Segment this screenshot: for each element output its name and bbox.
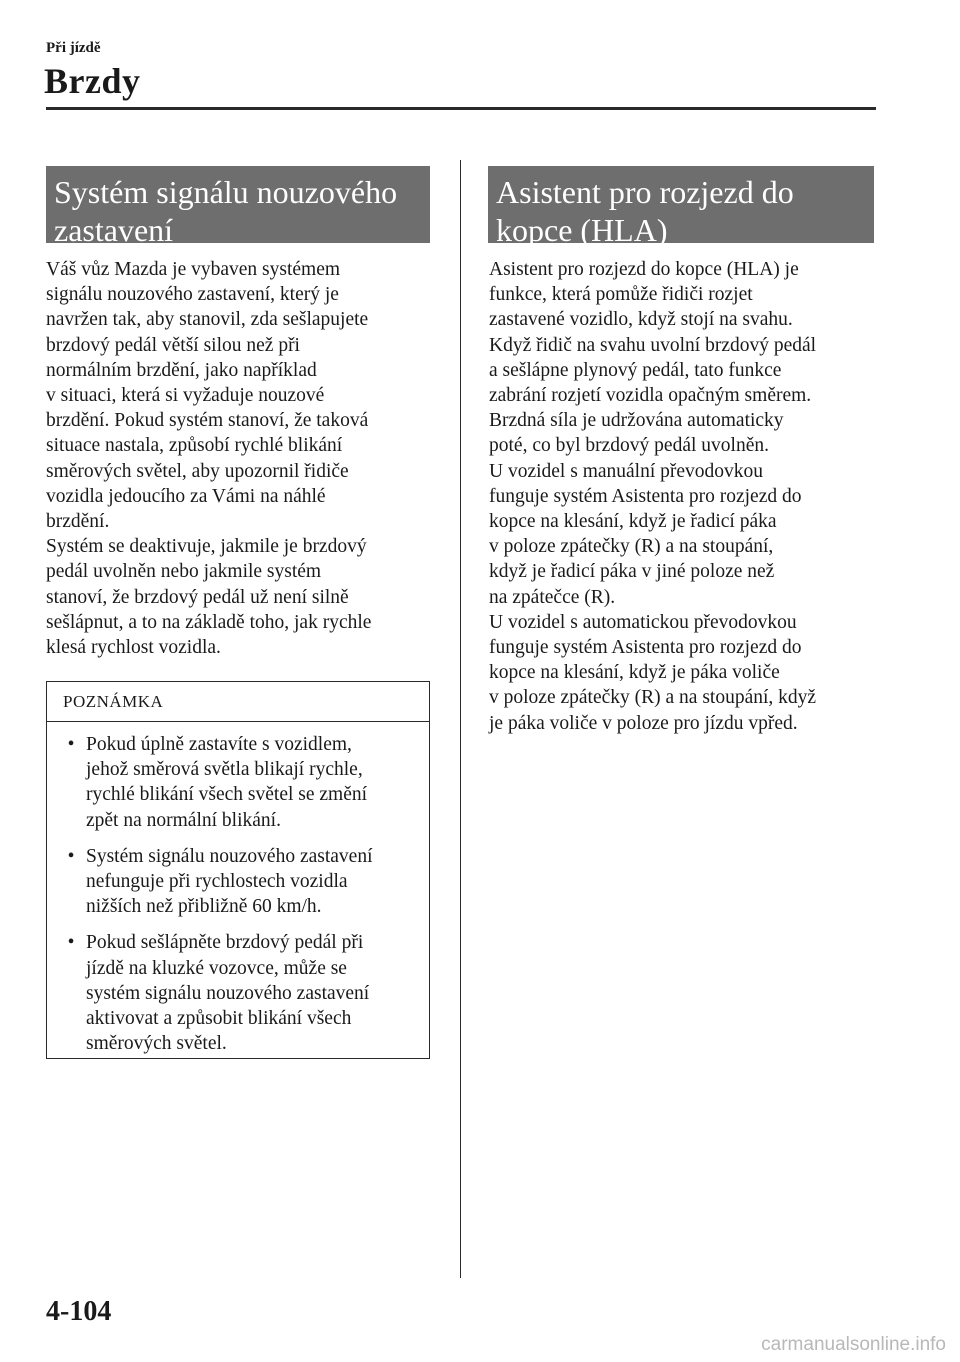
bullet-icon: • bbox=[67, 734, 75, 755]
text-line: pedál uvolněn nebo jakmile systém bbox=[46, 561, 322, 583]
text-line: zpět na normální blikání. bbox=[86, 809, 281, 831]
paragraph bbox=[46, 534, 436, 660]
note-box bbox=[46, 681, 430, 1059]
note-title: POZNÁMKA bbox=[63, 692, 164, 711]
text-line: je páka voliče v poloze pro jízdu vpřed. bbox=[489, 712, 798, 734]
column-divider bbox=[460, 160, 461, 1278]
text-line: U vozidel s automatickou převodovkou bbox=[489, 611, 797, 633]
text-line: brzdový pedál větší silou než při bbox=[46, 334, 300, 356]
text-line: Pokud sešlápněte brzdový pedál při bbox=[86, 932, 364, 954]
text-line: nefunguje při rychlostech vozidla bbox=[86, 871, 348, 893]
heading-line: Systém signálu nouzového bbox=[54, 174, 398, 210]
section-label: Při jízdě bbox=[46, 40, 101, 56]
bullet-icon: • bbox=[67, 932, 75, 954]
text-line: Brzdná síla je udržována automaticky bbox=[489, 410, 784, 432]
text-line: a sešlápne plynový pedál, tato funkce bbox=[489, 359, 782, 381]
text-line: Systém se deaktivuje, jakmile je brzdový bbox=[46, 536, 367, 558]
text-line: signálu nouzového zastavení, který je bbox=[46, 284, 339, 306]
page-number: 4-104 bbox=[46, 1296, 112, 1327]
text-line: směrových světel, aby upozornil řidiče bbox=[46, 460, 349, 482]
heading-line: zastavení bbox=[54, 212, 174, 248]
text-line: funkce, která pomůže řidiči rozjet bbox=[489, 284, 753, 306]
text-line: rychlé blikání všech světel se změní bbox=[86, 784, 368, 806]
right-body-text bbox=[489, 257, 881, 736]
paragraph bbox=[489, 610, 881, 736]
text-line: v situaci, která si vyžaduje nouzové bbox=[46, 385, 325, 407]
text-line: funguje systém Asistenta pro rozjezd do bbox=[489, 637, 802, 659]
heading-hill-launch-assist bbox=[488, 166, 874, 248]
text-line: jízdě na kluzké vozovce, může se bbox=[86, 957, 347, 979]
chapter-title: Brzdy bbox=[44, 61, 141, 101]
text-line: brzdění. bbox=[46, 511, 110, 533]
note-divider bbox=[47, 721, 429, 722]
note-item bbox=[61, 930, 421, 1056]
paragraph bbox=[489, 257, 881, 459]
heading-line: kopce (HLA) bbox=[496, 212, 668, 248]
text-line: v poloze zpátečky (R) a na stoupání, bbox=[489, 536, 774, 558]
text-line: systém signálu nouzového zastavení bbox=[86, 982, 370, 1004]
paragraph bbox=[489, 459, 881, 610]
text-line: funguje systém Asistenta pro rozjezd do bbox=[489, 485, 802, 507]
text-line: aktivovat a způsobit blikání všech bbox=[86, 1008, 352, 1030]
text-line: vozidla jedoucího za Vámi na náhlé bbox=[46, 485, 326, 507]
paragraph bbox=[46, 257, 436, 534]
text-line: směrových světel. bbox=[86, 1033, 227, 1055]
text-line: brzdění. Pokud systém stanoví, že taková bbox=[46, 410, 369, 432]
note-list bbox=[61, 732, 421, 1067]
text-line: klesá rychlost vozidla. bbox=[46, 637, 221, 659]
text-line: sešlápnut, a to na základě toho, jak rychle bbox=[46, 611, 372, 633]
text-line: situace nastala, způsobí rychlé blikání bbox=[46, 435, 343, 457]
text-line: když je řadicí páka v jiné poloze než bbox=[489, 561, 775, 583]
text-line: nižších než přibližně 60 km/h. bbox=[86, 896, 322, 918]
text-line: stanoví, že brzdový pedál už není silně bbox=[46, 586, 349, 608]
text-line: Pokud úplně zastavíte s vozidlem, bbox=[86, 734, 352, 755]
text-line: U vozidel s manuální převodovkou bbox=[489, 460, 764, 482]
note-item bbox=[61, 732, 421, 833]
text-line: kopce na klesání, když je řadicí páka bbox=[489, 511, 777, 533]
text-line: Systém signálu nouzového zastavení bbox=[86, 845, 373, 867]
text-line: na zpátečce (R). bbox=[489, 586, 616, 608]
title-rule bbox=[46, 107, 876, 110]
note-item bbox=[61, 844, 421, 920]
heading-emergency-stop-signal bbox=[46, 166, 430, 248]
text-line: Asistent pro rozjezd do kopce (HLA) je bbox=[489, 259, 799, 280]
text-line: Váš vůz Mazda je vybaven systémem bbox=[46, 259, 341, 280]
watermark: carmanualsonline.info bbox=[761, 1334, 946, 1355]
text-line: Když řidič na svahu uvolní brzdový pedál bbox=[489, 334, 817, 356]
text-line: poté, co byl brzdový pedál uvolněn. bbox=[489, 435, 769, 457]
text-line: normálním brzdění, jako například bbox=[46, 359, 317, 381]
heading-line: Asistent pro rozjezd do bbox=[496, 174, 794, 210]
text-line: zabrání rozjetí vozidla opačným směrem. bbox=[489, 385, 812, 407]
text-line: zastavené vozidlo, když stojí na svahu. bbox=[489, 309, 793, 331]
text-line: kopce na klesání, když je páka voliče bbox=[489, 662, 780, 684]
text-line: navržen tak, aby stanovil, zda sešlapujete bbox=[46, 309, 369, 331]
text-line: v poloze zpátečky (R) a na stoupání, když bbox=[489, 687, 817, 709]
left-body-text bbox=[46, 257, 436, 660]
text-line: jehož směrová světla blikají rychle, bbox=[86, 759, 363, 781]
bullet-icon: • bbox=[67, 845, 75, 867]
